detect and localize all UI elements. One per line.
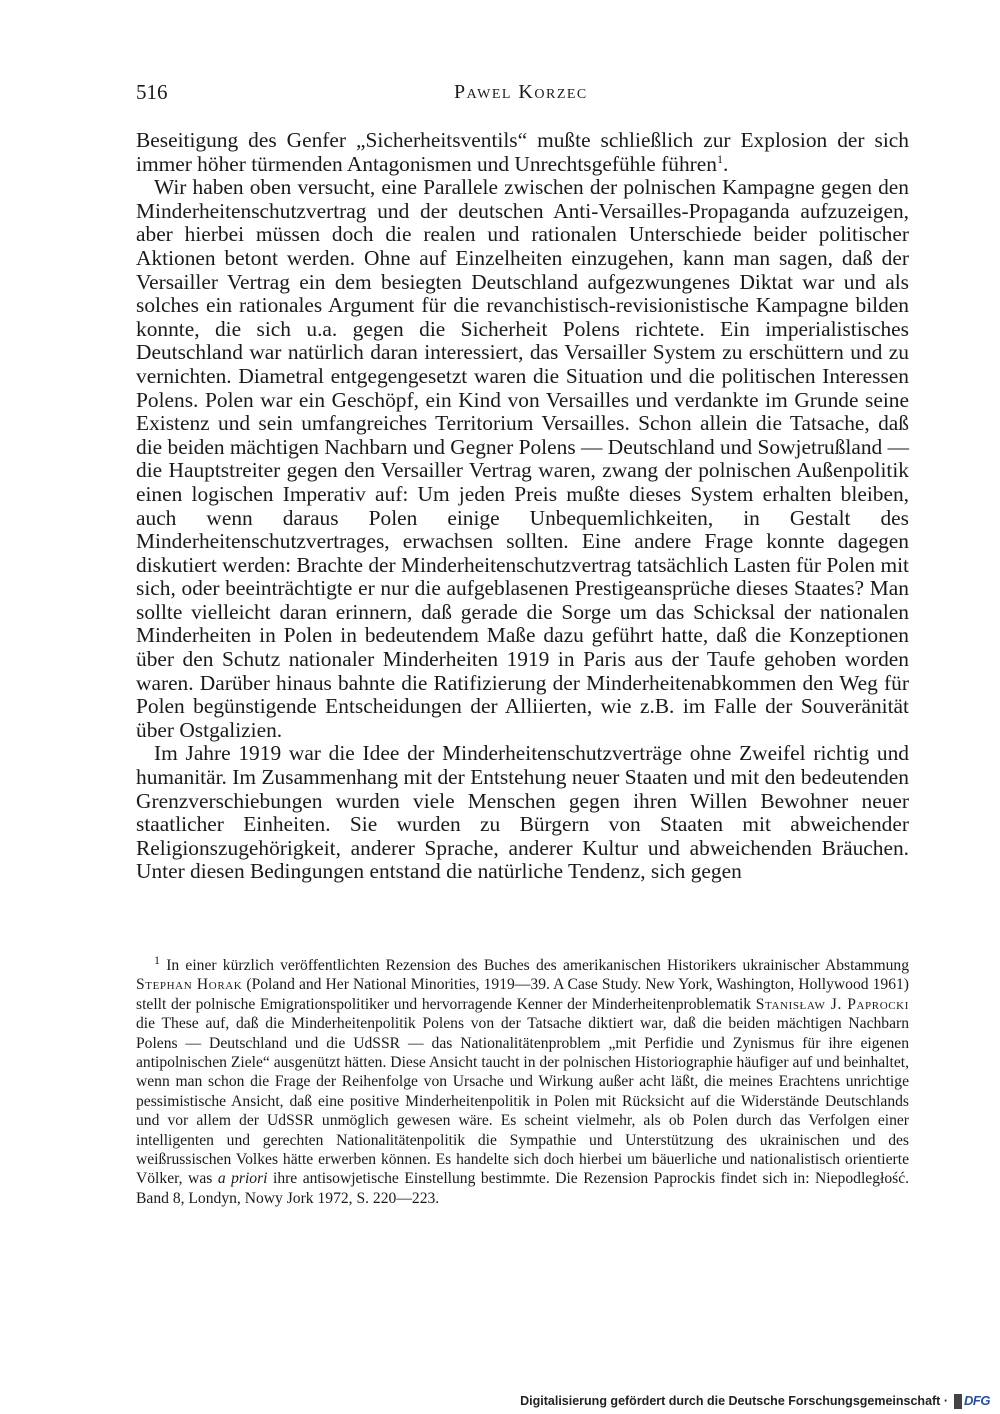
footnote-author-horak: Stephan Horak xyxy=(136,976,243,994)
dfg-logo-text: DFG xyxy=(964,1392,990,1408)
paragraph-1 xyxy=(136,129,909,176)
paragraph-2: Wir haben oben versucht, eine Parallele zwischen der polnischen Kampagne gegen den Minderheitenschutzvertrag und der deutschen Anti-Versailles-Propaganda aufzuzeigen, aber hierbei müssen doch die realen und rationalen Unterschiede beider politischer Aktionen betont werden. Ohne auf Einzelheiten einzugehen, kann man sagen, daß der Versailler Vertrag ein dem besiegten Deutschland aufgezwungenes Diktat war und als solches ein rationales Argument für die revanchistisch-revisionistische Kampagne bilden konnte, die sich u.a. gegen die Sicherheit Polens richtete. Ein imperialistisches Deutschland war natürlich daran interessiert, das Versailler System zu erschüttern und zu vernichten. Diametral entgegengesetzt waren die Situation und die politischen Interessen Polens. Polen war ein Geschöpf, ein Kind von Versailles und verdankte im Grunde seine Existenz und sein umfangreiches Territorium Versailles. Schon allein die Tatsache, daß die beiden mächtigen Nachbarn und Gegner Polens — Deutschland und Sowjetrußland — die Hauptstreiter gegen den Versailler Vertrag waren, zwang der polnischen Außenpolitik einen logischen Imperativ auf: Um jeden Preis mußte dieses System erhalten bleiben, auch wenn daraus Polen einige Unbequemlichkeiten, in Gestalt des Minderheitenschutzvertrages, erwachsen sollten. Eine andere Frage konnte dagegen diskutiert werden: Brachte der Minderheitenschutzvertrag tatsächlich Lasten für Polen mit sich, oder beeinträchtigte er nur die aufgeblasenen Prestigeansprüche dieses Staates? Man sollte vielleicht daran erinnern, daß gerade die Sorge um das Schicksal der nationalen Minderheiten in Polen in bedeutendem Maße dazu geführt hatte, daß die Konzeptionen über den Schutz nationaler Minderheiten 1919 in Paris aus der Taufe gehoben worden waren. Darüber hinaus bahnte die Ratifizierung der Minderheitenabkommen den Weg für Polen begünstigende Entscheidungen der Alliierten, wie z.B. im Falle der Souveränität über Ostgalizien. xyxy=(136,175,909,742)
paragraph-1-text: Beseitigung des Genfer „Sicherheitsventils“ mußte schließlich zur Explosion der sich immer höher türmenden Antagonismen und Unrechtsgefühle führen xyxy=(136,128,909,176)
footnote-text-3: die These auf, daß die Minderheitenpolitik Polens von der Tatsache diktiert war, daß die beiden mächtigen Nachbarn Polens — Deutschland und die UdSSR — das Nationalitätenproblem „mit Perfidie und Zynismus für ihre eigenen antipolnischen Ziele“ ausgenützt hätten. Diese Ansicht taucht in der polnischen Historiographie häufiger auf und beinhaltet, wenn man schon die Frage der Reihenfolge von Ursache und Wirkung außer acht läßt, die meines Erachtens unrichtige pessimistische Ansicht, daß eine positive Minderheitenpolitik in Polen mit Rücksicht auf die Widerstände Deutschlands und vor allem der UdSSR unmöglich gewesen wäre. Es scheint vielmehr, als ob Polen durch das Verfolgen einer intelligenten und gerechten Nationalitätenpolitik die Sympathie und Unterstützung des ukrainischen und des weißrussischen Volkes hätte erwerben können. Es handelte sich doch hierbei um bäuerliche und nationalistisch orientierte Völker, was xyxy=(136,1015,909,1188)
footnote-number: 1 xyxy=(154,952,160,967)
footnote-text-4: ihre antisowjetische Einstellung bestimmte. Die Rezension Paprockis findet sich in: Niepodległość. Band 8, Londyn, Nowy Jork 1972, S. 220—223. xyxy=(136,1170,910,1207)
footnote-1 xyxy=(136,952,910,1208)
paragraph-1-end: . xyxy=(722,151,729,176)
footnote-text-2: (Poland and Her National Minorities, 1919—39. A Case Study. New York, Washington, Hollywood 1961) stellt der polnische Emigrationspolitiker und hervorragende Kenner der Minderheitenproblematik xyxy=(136,976,909,1013)
footnote-author-paprocki: Stanisław J. Paprocki xyxy=(755,995,909,1013)
page-header xyxy=(136,80,912,110)
dfg-logo-icon xyxy=(954,1393,988,1410)
footer-text: Digitalisierung gefördert durch die Deutsche Forschungsgemeinschaft · xyxy=(520,1394,948,1408)
footnote-text-1: In einer kürzlich veröffentlichten Rezension des Buches des amerikanischen Historikers ukrainischer Abstammung xyxy=(166,957,909,974)
footnote-emphasis: a priori xyxy=(217,1170,268,1188)
running-head: Pawel Korzec xyxy=(454,81,588,103)
page-number: 516 xyxy=(136,80,168,104)
body-text xyxy=(136,129,909,884)
footnote-reference[interactable]: 1 xyxy=(716,151,723,166)
digitization-footer xyxy=(520,1390,988,1412)
footnote xyxy=(136,952,910,1208)
paragraph-3: Im Jahre 1919 war die Idee der Minderheitenschutzverträge ohne Zweifel richtig und humanitär. Im Zusammenhang mit der Entstehung neuer Staaten und mit den bedeutenden Grenzverschiebungen wurden viele Menschen gegen ihren Willen Bewohner neuer staatlicher Einheiten. Sie wurden zu Bürgern von Staaten mit abweichender Religionszugehörigkeit, anderer Sprache, anderer Kultur und abweichenden Bräuchen. Unter diesen Bedingungen entstand die natürliche Tendenz, sich gegen xyxy=(136,741,909,884)
